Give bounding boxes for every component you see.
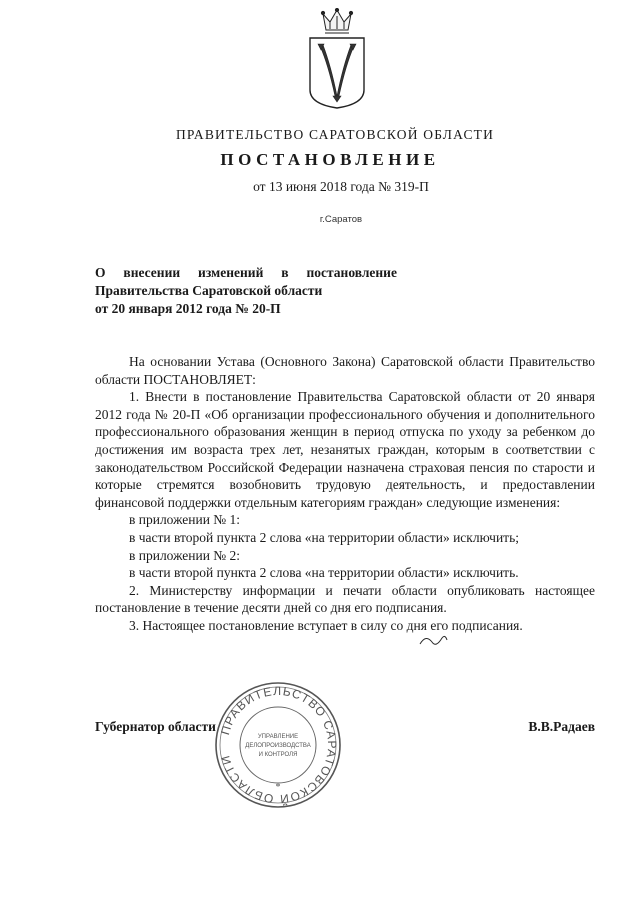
subject-word: в (281, 265, 289, 280)
subject-line-3: от 20 января 2012 года № 20-П (95, 301, 281, 316)
subject-word: изменений (198, 265, 264, 280)
document-date-number: от 13 июня 2018 года № 319-П (253, 179, 429, 194)
appendix-1-line: в приложении № 1: (129, 512, 241, 528)
signatory-name: В.В.Радаев (528, 719, 595, 734)
government-title: ПРАВИТЕЛЬСТВО САРАТОВСКОЙ ОБЛАСТИ (175, 127, 495, 142)
subject-word: О (95, 265, 106, 280)
stamp-inner-line: УПРАВЛЕНИЕ (257, 734, 299, 740)
signatory-position: Губернатор области (95, 719, 216, 734)
change-1-line: в части второй пункта 2 слова «на территории области» исключить; (129, 529, 519, 545)
stamp-inner-line: ДЕЛОПРОИЗВОДСТВА (245, 743, 311, 749)
change-2-line: в части второй пункта 2 слова «на территории области» исключить. (129, 565, 519, 581)
item-2-paragraph: 2. Министерству информации и печати области опубликовать настоящее постановление в течение десяти дней со дня его подписания. (95, 582, 595, 616)
item-3-paragraph: 3. Настоящее постановление вступает в силу со дня его подписания. (129, 617, 523, 633)
preamble-paragraph: На основании Устава (Основного Закона) Саратовской области Правительство области ПОСТАНОВЛЯЕТ: (95, 354, 595, 387)
document-subject (95, 264, 415, 318)
document-type-heading: ПОСТАНОВЛЕНИЕ (220, 150, 440, 169)
stamp-inner-line: И КОНТРОЛЯ (258, 752, 298, 758)
subject-word: внесении (123, 265, 181, 280)
official-seal-stamp (213, 680, 343, 810)
city-label: г.Саратов (319, 214, 363, 225)
document-body (95, 353, 595, 635)
stamp-star-icon: * (275, 782, 281, 793)
handwritten-mark (418, 630, 448, 650)
coat-of-arms-emblem (306, 8, 368, 110)
subject-line-1 (95, 264, 397, 282)
appendix-2-line: в приложении № 2: (129, 547, 241, 563)
stamp-outer-text: ПРАВИТЕЛЬСТВО САРАТОВСКОЙ ОБЛАСТИ (217, 683, 340, 807)
subject-line-2: Правительства Саратовской области (95, 283, 323, 298)
subject-word: постановление (306, 265, 397, 280)
item-1-paragraph: 1. Внести в постановление Правительства Саратовской области от 20 января 2012 года № 20-П «Об организации профессионального обучения и дополнительного профессионального образования женщин в период отпуска по уходу за ребенком до достижения им возраста трех лет, незанятых граждан, которым в соответствии с законодательством Российской Федерации назначена страховая пенсия по старости и которые стремятся возобновить трудовую деятельность, и предоставлении финансовой поддержки отдельным категориям граждан» следующие изменения: (95, 389, 595, 510)
